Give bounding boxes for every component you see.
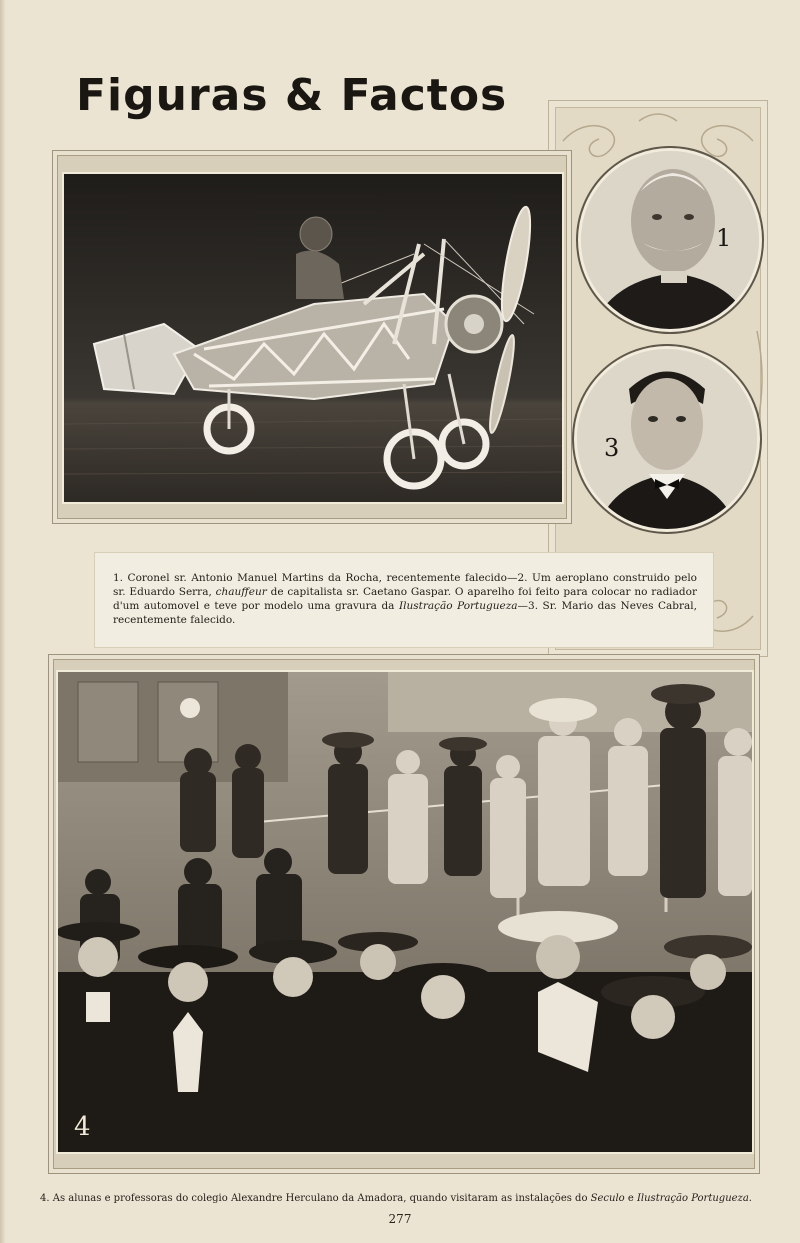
school-group-photo bbox=[56, 670, 754, 1154]
portrait-colonel-martins-da-rocha bbox=[578, 148, 762, 332]
page-number: 277 bbox=[388, 1212, 412, 1226]
caption-magazine-italic: Ilustração Portugueza bbox=[398, 600, 518, 612]
top-caption bbox=[113, 571, 697, 627]
portrait-mario-das-neves-cabral bbox=[574, 346, 760, 532]
caption-part-c: —3. Sr. Mario das Neves Cabral, recentemente falecido. bbox=[113, 600, 697, 626]
portrait-number-3: 3 bbox=[604, 434, 620, 462]
caption-box bbox=[94, 552, 714, 648]
caption-part-b: de capitalista sr. Caetano Gaspar. O aparelho foi feito para colocar no radiador d'um automovel e teve por modelo uma gravura da bbox=[113, 586, 697, 612]
page-title: Figuras & Factos bbox=[76, 70, 508, 121]
bottom-caption bbox=[40, 1192, 770, 1206]
bottom-caption-magazine-italic: Ilustração Portugueza bbox=[636, 1193, 749, 1204]
bottom-caption-end: . bbox=[748, 1193, 752, 1204]
photo-number-4: 4 bbox=[74, 1112, 91, 1142]
aeroplane-photo bbox=[62, 172, 564, 504]
caption-chauffeur-italic: chauffeur bbox=[215, 586, 267, 598]
bottom-caption-text: 4. As alunas e professoras do colegio Alexandre Herculano da Amadora, quando visitaram as instalações do bbox=[40, 1193, 591, 1204]
bottom-caption-connector: e bbox=[624, 1193, 637, 1204]
portrait-number-1: 1 bbox=[716, 224, 732, 252]
page-binding-edge bbox=[0, 0, 6, 1243]
bottom-caption-seculo-italic: Seculo bbox=[590, 1193, 625, 1204]
caption-part-a: 1. Coronel sr. Antonio Manuel Martins da Rocha, recentemente falecido—2. Um aeroplano construido pelo sr. Eduardo Serra, bbox=[113, 572, 697, 598]
